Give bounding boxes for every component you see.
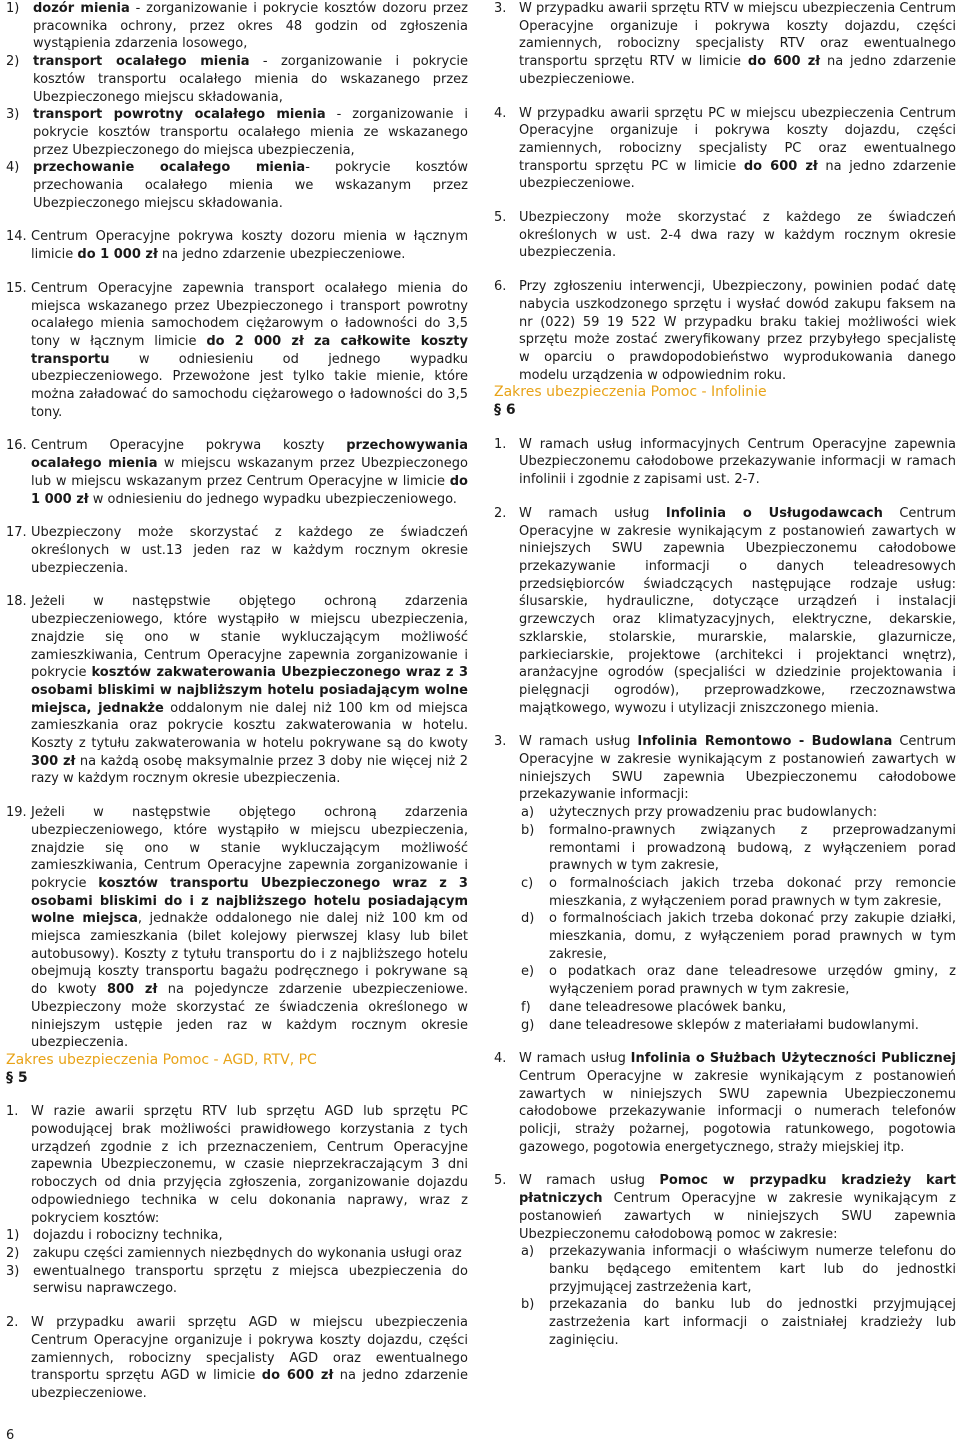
paragraph-16: 16. Centrum Operacyjne pokrywa koszty przechowywania ocalałego mienia w miejscu wskazanym przez Ubezpieczonego lub w miejscu wskazanym przez Centrum Operacyjne w limicie do 1 000 zł w odniesieniu do jednego wypadku ubezpieczeniowego. [6, 438, 468, 507]
s6-item-3: 3. W ramach usług Infolinia Remontowo - Budowlana Centrum Operacyjne w zakresie wynikającym z postanowień zawartych w niniejszych SWU zapewnia Ubezpieczonemu całodobowe przekazywanie informacji: [494, 734, 957, 803]
list-item: d) o formalnościach jakich trzeba dokonać przy zakupie działki, mieszkania, domu, z wyłączeniem porad prawnych w tym zakresie, [521, 911, 956, 962]
list-item: a) przekazywania informacji o właściwym numerze telefonu do banku będącego emitentem kart lub do jednostki przyjmującej zastrzeżenia kart, [521, 1244, 956, 1295]
list-item: b) formalno-prawnych związanych z przeprowadzanymi remontami i prowadzoną budową, z wyłączeniem porad prawnych w tym zakresie, [521, 822, 956, 874]
list-item: g) dane teleadresowe sklepów z materiałami budowlanymi. [521, 1017, 919, 1033]
list-item: 2) transport ocalałego mienia - zorganizowanie i pokrycie kosztów transportu ocalałego mienia do wskazanego przez Ubezpieczonego miejscu składowania, [6, 54, 468, 105]
list-item: 4) przechowanie ocalałego mienia- pokrycie kosztów przechowania ocalałego mienia we wskazanym przez Ubezpieczonego miejscu składowania. [6, 160, 468, 211]
s5-item-5: 5. Ubezpieczony może skorzystać z każdego ze świadczeń określonych w ust. 2-4 dwa razy w każdym rocznym okresie ubezpieczenia. [494, 210, 956, 261]
list-item: 3) transport powrotny ocalałego mienia - zorganizowanie i pokrycie kosztów transportu ocalałego mienia ze wskazanego przez Ubezpieczonego do miejsca ubezpieczenia, [6, 107, 469, 158]
s6-item-2: 2. W ramach usług Infolinia o Usługodawcach Centrum Operacyjne w zakresie wynikającym z postanowień zawartych w niniejszych SWU zapewnia Ubezpieczonemu całodobowe przekazywanie informacji o danych teleadresowych przedsiębiorców świadczących następujące rodzaje usług: ślusarskie, hydrauliczne, dotyczące urządzeń i instalacji grzewczych oraz klimatyzacyjnych, elektryczne, dekarskie, szklarskie, stolarskie, murarskie, malarskie, glazurnicze, parkieciarskie, projektowe (architekci i projektanci wnętrz), aranżacyjne ogrodów (specjaliści w dziedzinie projektowania i pielęgnacji ogrodów), przeprowadzkowe, rzeczoznawstwa majątkowego, wywozu i utylizacji zniszczonego mienia. [494, 505, 956, 716]
list-item: 1) dojazdu i robocizny technika, [6, 1228, 223, 1244]
paragraph-17: 17. Ubezpieczony może skorzystać z każdego ze świadczeń określonych w ust.13 jeden raz w każdym rocznym okresie ubezpieczenia. [6, 525, 468, 576]
right-column [494, 0, 956, 1350]
s6-item-1: 1. W ramach usług informacyjnych Centrum Operacyjne zapewnia Ubezpieczonemu całodobowe przekazywanie informacji w ramach infolinii i zgodnie z zapisami ust. 2-7. [494, 436, 956, 488]
list-item: e) o podatkach oraz dane teleadresowe urzędów gminy, z wyłączeniem porad prawnych w tym zakresie, [521, 964, 956, 998]
list-item: a) użytecznych przy prowadzeniu prac budowlanych: [521, 805, 878, 821]
paragraph-sign: § 5 [6, 1069, 28, 1086]
left-column [6, 0, 468, 1403]
paragraph-14: 14. Centrum Operacyjne pokrywa koszty dozoru mienia w łącznym limicie do 1 000 zł na jedno zdarzenie ubezpieczeniowe. [6, 229, 468, 263]
s5-item-6: 6. Przy zgłoszeniu interwencji, Ubezpieczony, powinien podać datę nabycia uszkodzonego sprzętu i wysłać dowód zakupu faksem na nr (022) 59 19 522 W przypadku braku takiej możliwości wiek sprzętu może zostać zweryfikowany przez przybyłego specjalistę w oparciu o prawdopodobieństwo wyprodukowania danego modelu urządzenia w odpowiednim roku. [494, 279, 956, 383]
paragraph-19: 19. Jeżeli w następstwie objętego ochroną zdarzenia ubezpieczeniowego, które wystąpiło w miejscu ubezpieczenia, znajdzie się ono w stanie wykluczającym możliwość zamieszkiwania, Centrum Operacyjne zapewnia zorganizowanie i pokrycie kosztów transportu Ubezpieczonego wraz z 3 osobami bliskimi do i z najbliższego hotelu posiadającym wolne miejsca, jednakże oddalonego nie dalej niż 100 km od miejsca zamieszkania (bilet kolejowy pierwszej klasy lub bilet autobusowy). Koszty z tytułu transportu do i z najbliższego hotelu obejmują koszty transportu bagażu podręcznego i pokrywane są do kwoty 800 zł na pojedyncze zdarzenie ubezpieczeniowe. Ubezpieczony może skorzystać ze świadczenia określonego w niniejszym ustępie jeden raz w każdym rocznym okresie ubezpieczenia. [6, 805, 468, 1051]
list-item: 2) zakupu części zamiennych niezbędnych do wykonania usługi oraz [6, 1246, 462, 1261]
s5-item-2: 2. W przypadku awarii sprzętu AGD w miejscu ubezpieczenia Centrum Operacyjne organizuje i pokrywa koszty dojazdu, części zamiennych, robocizny specjalisty AGD oraz ewentualnego transportu sprzętu AGD w limicie do 600 zł na jedno zdarzenie ubezpieczeniowe. [6, 1315, 468, 1401]
s5-item-1: 1. W razie awarii sprzętu RTV lub sprzętu AGD lub sprzętu PC powodującej brak możliwości prawidłowego korzystania z tych urządzeń zgodnie z ich przeznaczeniem, Centrum Operacyjne zapewnia Ubezpieczonemu, w czasie nieprzekraczającym 3 dni roboczych od dnia przyjęcia zgłoszenia, zorganizowanie dojazdu odpowiedniego technika w celu dokonania naprawy, wraz z pokryciem kosztów: [6, 1104, 468, 1226]
list-item: 1) dozór mienia - zorganizowanie i pokrycie kosztów dozoru przez pracownika ochrony, przez okres 48 godzin od zgłoszenia wystąpienia zdarzenia losowego, [6, 1, 468, 52]
paragraph-18: 18. Jeżeli w następstwie objętego ochroną zdarzenia ubezpieczeniowego, które wystąpiło w miejscu ubezpieczenia, znajdzie się ono w stanie wykluczającym możliwość zamieszkiwania, Centrum Operacyjne zapewnia zorganizowanie i pokrycie kosztów zakwaterowania Ubezpieczonego wraz z 3 osobami bliskimi w najbliższym hotelu posiadającym wolne miejsca, jednakże oddalonym nie dalej niż 100 km od miejsca zamieszkania oraz pokrycie kosztu zakwaterowania w hotelu. Koszty z tytułu zakwaterowania w hotelu pokrywane są do kwoty 300 zł na każdą osobę maksymalnie przez 3 doby nie więcej niż 2 razy w każdym rocznym okresie ubezpieczenia. [6, 594, 468, 787]
section-title: Zakres ubezpieczenia Pomoc - Infolinie [494, 384, 767, 401]
list-item: b) przekazania do banku lub do jednostki przyjmującej zastrzeżenia kart informacji o zaistniałej kradzieży lub zaginięciu. [521, 1297, 956, 1348]
paragraph-15: 15. Centrum Operacyjne zapewnia transport ocalałego mienia do miejsca wskazanego przez Ubezpieczonego i transport powrotny ocalałego mienia samochodem ciężarowym o ładowności do 3,5 tony w łącznym limicie do 2 000 zł za całkowite koszty transportu w odniesieniu od jednego wypadku ubezpieczeniowego. Przewożone jest tylko takie mienie, które można załadować do samochodu ciężarowego o ładowności do 3,5 tony. [6, 280, 468, 420]
list-item: c) o formalnościach jakich trzeba dokonać przy remoncie mieszkania, z wyłączeniem porad prawnych w tym zakresie, [521, 875, 956, 909]
s6-item-4: 4. W ramach usług Infolinia o Służbach Użyteczności Publicznej Centrum Operacyjne w zakresie wynikającym z postanowień zawartych w niniejszych SWU zapewnia Ubezpieczonemu całodobowe przekazywanie informacji o numerach telefonów policji, straży pożarnej, pogotowia ratunkowego, pogotowia gazowego, pogotowia energetycznego, straży miejskiej itp. [494, 1051, 956, 1155]
list-item: f) dane teleadresowe placówek banku, [521, 999, 787, 1015]
list-item: 3) ewentualnego transportu sprzętu z miejsca ubezpieczenia do serwisu naprawczego. [6, 1263, 468, 1297]
s5-item-4: 4. W przypadku awarii sprzętu PC w miejscu ubezpieczenia Centrum Operacyjne organizuje i pokrywa koszty dojazdu, części zamiennych, robocizny specjalisty PC oraz ewentualnego transportu sprzętu PC w limicie do 600 zł na jedno zdarzenie ubezpieczeniowe. [494, 105, 956, 192]
section-title: Zakres ubezpieczenia Pomoc - AGD, RTV, PC [6, 1051, 317, 1068]
page-number: 6 [6, 1428, 15, 1443]
s5-item-3: 3. W przypadku awarii sprzętu RTV w miejscu ubezpieczenia Centrum Operacyjne organizuje i pokrywa koszty dojazdu, części zamiennych, robocizny specjalisty RTV oraz ewentualnego transportu sprzętu RTV w limicie do 600 zł na jedno zdarzenie ubezpieczeniowe. [494, 1, 956, 87]
s6-item-5: 5. W ramach usług Pomoc w przypadku kradzieży kart płatniczych Centrum Operacyjne w zakresie wynikającym z postanowień zawartych w niniejszych SWU zapewnia Ubezpieczonemu całodobową pomoc w zakresie: [494, 1173, 956, 1242]
paragraph-sign: § 6 [494, 402, 516, 419]
